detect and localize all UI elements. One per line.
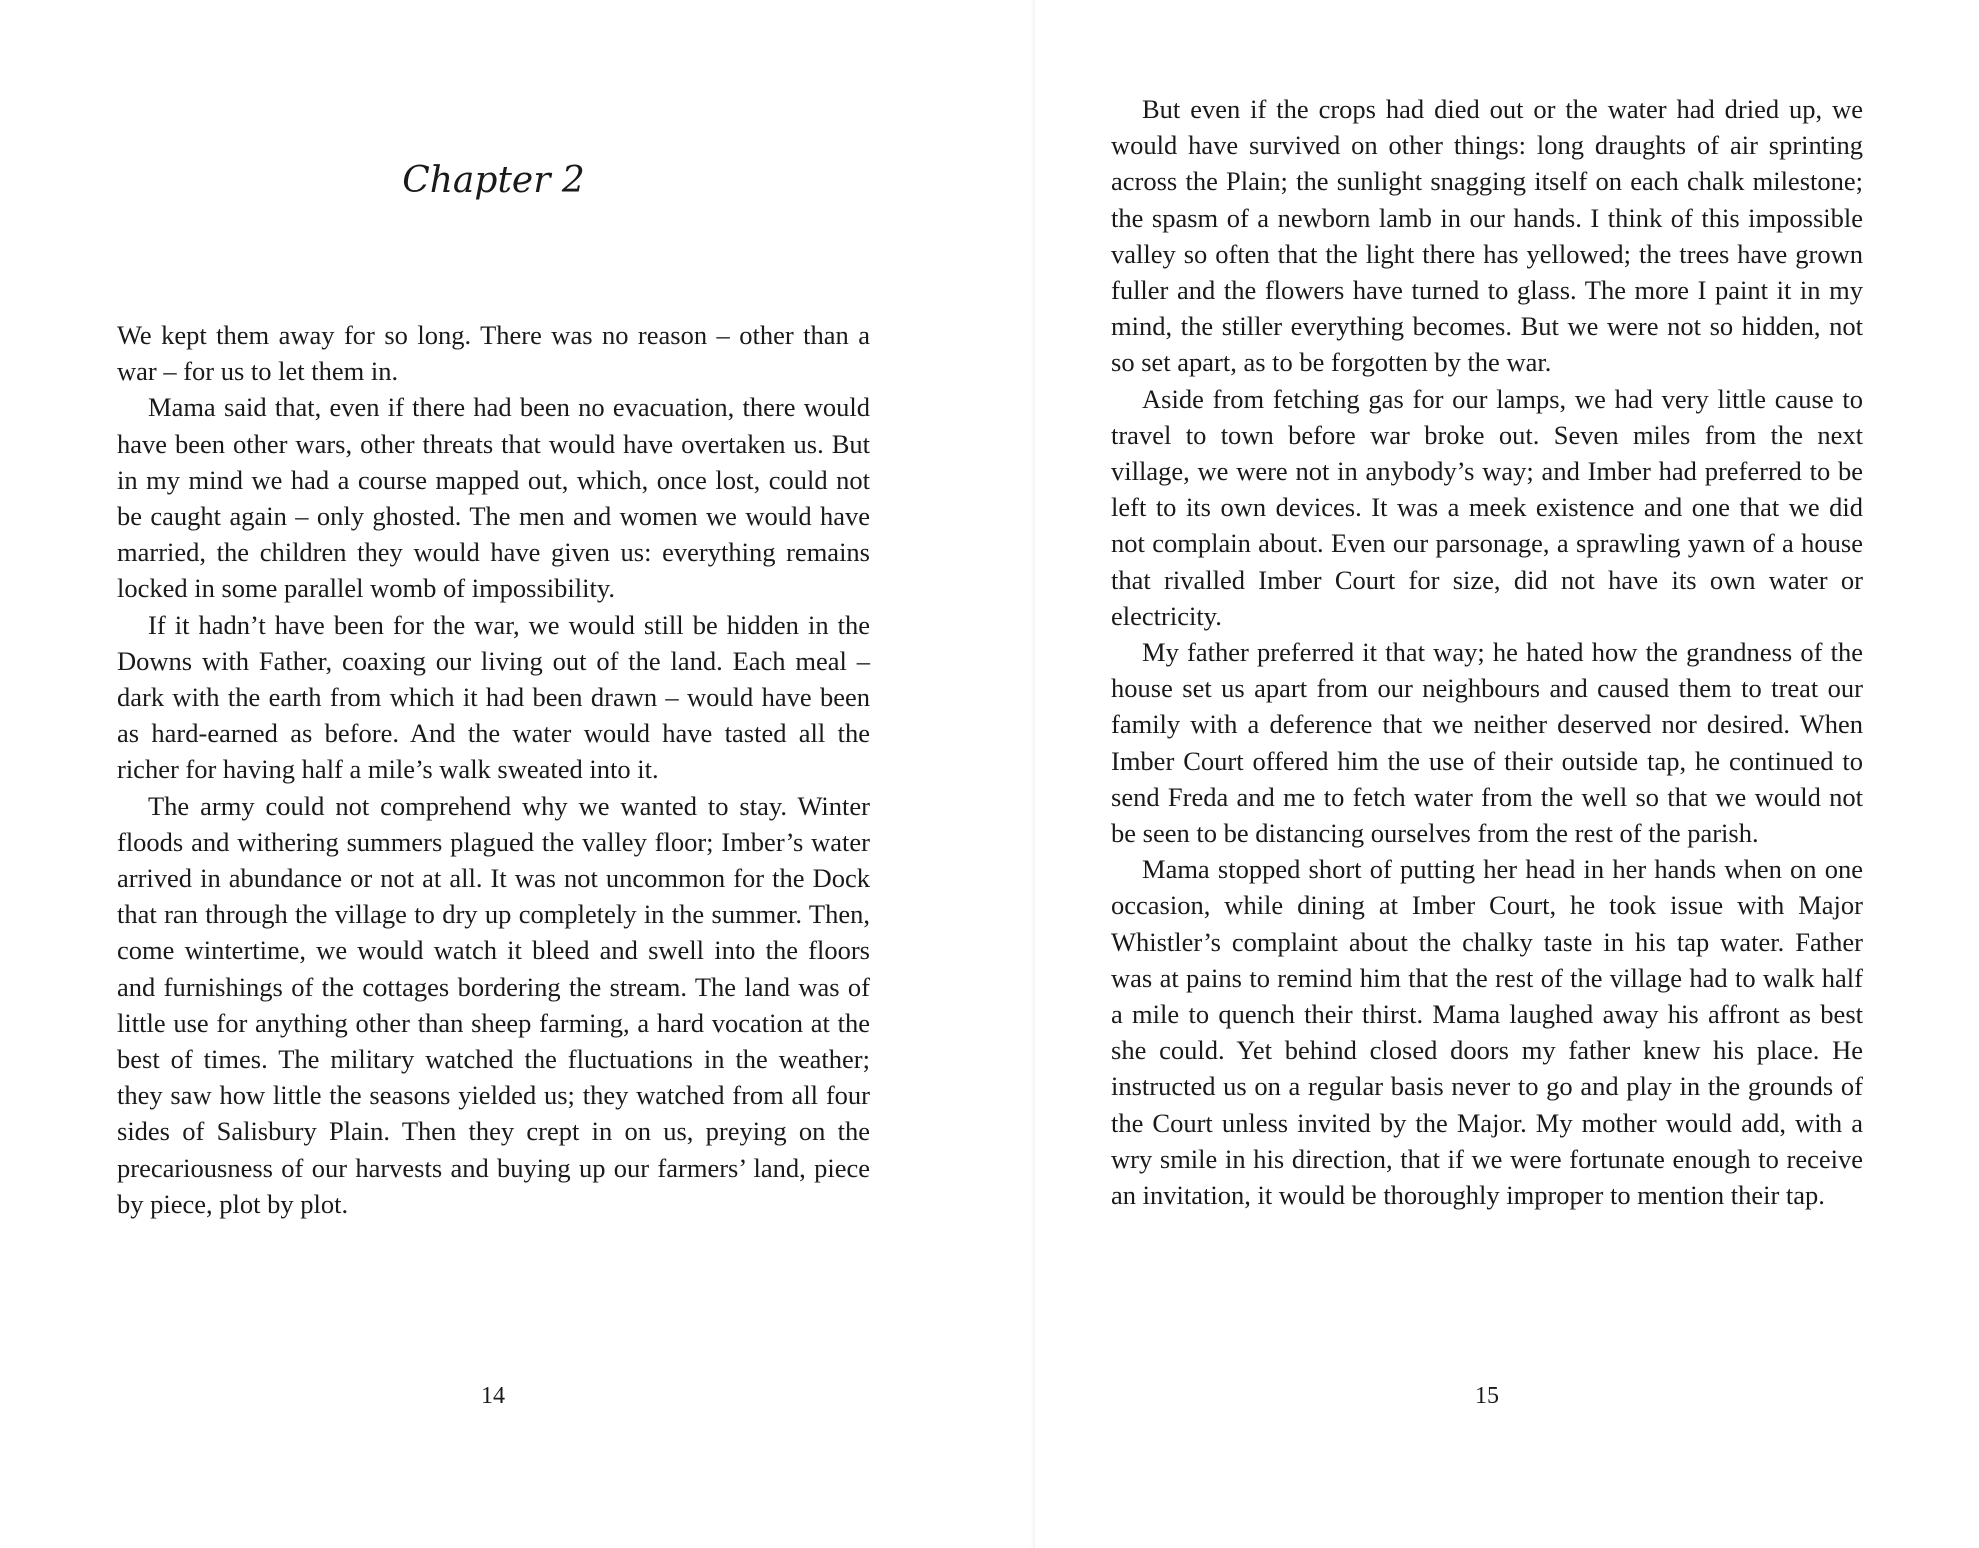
right-page-body xyxy=(1111,91,1863,1213)
paragraph: Mama stopped short of putting her head in her hands when on one occasion, while dining at Imber Court, he took issue with Major Whistler’s complaint about the chalky taste in his tap water. Father was at pains to remind him that the rest of the village had to walk half a mile to quench their thirst. Mama laughed away his affront as best she could. Yet behind closed doors my father knew his place. He instructed us on a regular basis never to go and play in the grounds of the Court unless invited by the Major. My mother would add, with a wry smile in his direction, that if we were fortunate enough to receive an invitation, it would be thoroughly improper to mention their tap. xyxy=(1111,854,1863,1211)
paragraph: Mama said that, even if there had been no evacuation, there would have been other wars, other threats that would have overtaken us. But in my mind we had a course mapped out, which, once lost, could not be caught again – only ghosted. The men and women we would have married, the children they would have given us: everything remains locked in some parallel womb of impossibility. xyxy=(117,392,870,604)
chapter-title: Chapter 2 xyxy=(402,160,585,201)
right-page xyxy=(1035,0,1979,1548)
paragraph: If it hadn’t have been for the war, we would still be hidden in the Downs with Father, coaxing our living out of the land. Each meal – dark with the earth from which it had been drawn – would have been as hard-earned as before. And the water would have tasted all the richer for having half a mile’s walk sweated into it. xyxy=(117,609,870,785)
left-page-body xyxy=(117,317,870,1222)
page-number: 14 xyxy=(481,1383,505,1409)
paragraph: The army could not comprehend why we wanted to stay. Winter floods and withering summers plagued the valley floor; Imber’s water arrived in abundance or not at all. It was not uncommon for the Dock that ran through the village to dry up completely in the summer. Then, come wintertime, we would watch it bleed and swell into the floors and furnishings of the cottages bordering the stream. The land was of little use for anything other than sheep farming, a hard vocation at the best of times. The military watched the fluctuations in the weather; they saw how little the seasons yielded us; they watched from all four sides of Salisbury Plain. Then they crept in on us, preying on the precariousness of our harvests and buying up our farmers’ land, piece by piece, plot by plot. xyxy=(117,790,870,1219)
page-number: 15 xyxy=(1475,1383,1499,1409)
paragraph: But even if the crops had died out or the water had dried up, we would have survived on other things: long draughts of air sprinting across the Plain; the sunlight snagging itself on each chalk milestone; the spasm of a newborn lamb in our hands. I think of this impossible valley so often that the light there has yellowed; the trees have grown fuller and the flowers have turned to glass. The more I paint it in my mind, the stiller everything becomes. But we were not so hidden, not so set apart, as to be forgotten by the war. xyxy=(1111,94,1863,378)
paragraph: My father preferred it that way; he hated how the grandness of the house set us apart from our neighbours and caused them to treat our family with a deference that we neither deserved nor desired. When Imber Court offered him the use of their outside tap, he continued to send Freda and me to fetch water from the well so that we would not be seen to be distancing ourselves from the rest of the parish. xyxy=(1111,637,1863,849)
paragraph: We kept them away for so long. There was no reason – other than a war – for us to let them in. xyxy=(117,320,870,387)
paragraph: Aside from fetching gas for our lamps, we had very little cause to travel to town before war broke out. Seven miles from the next village, we were not in anybody’s way; and Imber had preferred to be left to its own devices. It was a meek existence and one that we did not complain about. Even our parsonage, a sprawling yawn of a house that rivalled Imber Court for size, did not have its own water or electricity. xyxy=(1111,383,1863,631)
